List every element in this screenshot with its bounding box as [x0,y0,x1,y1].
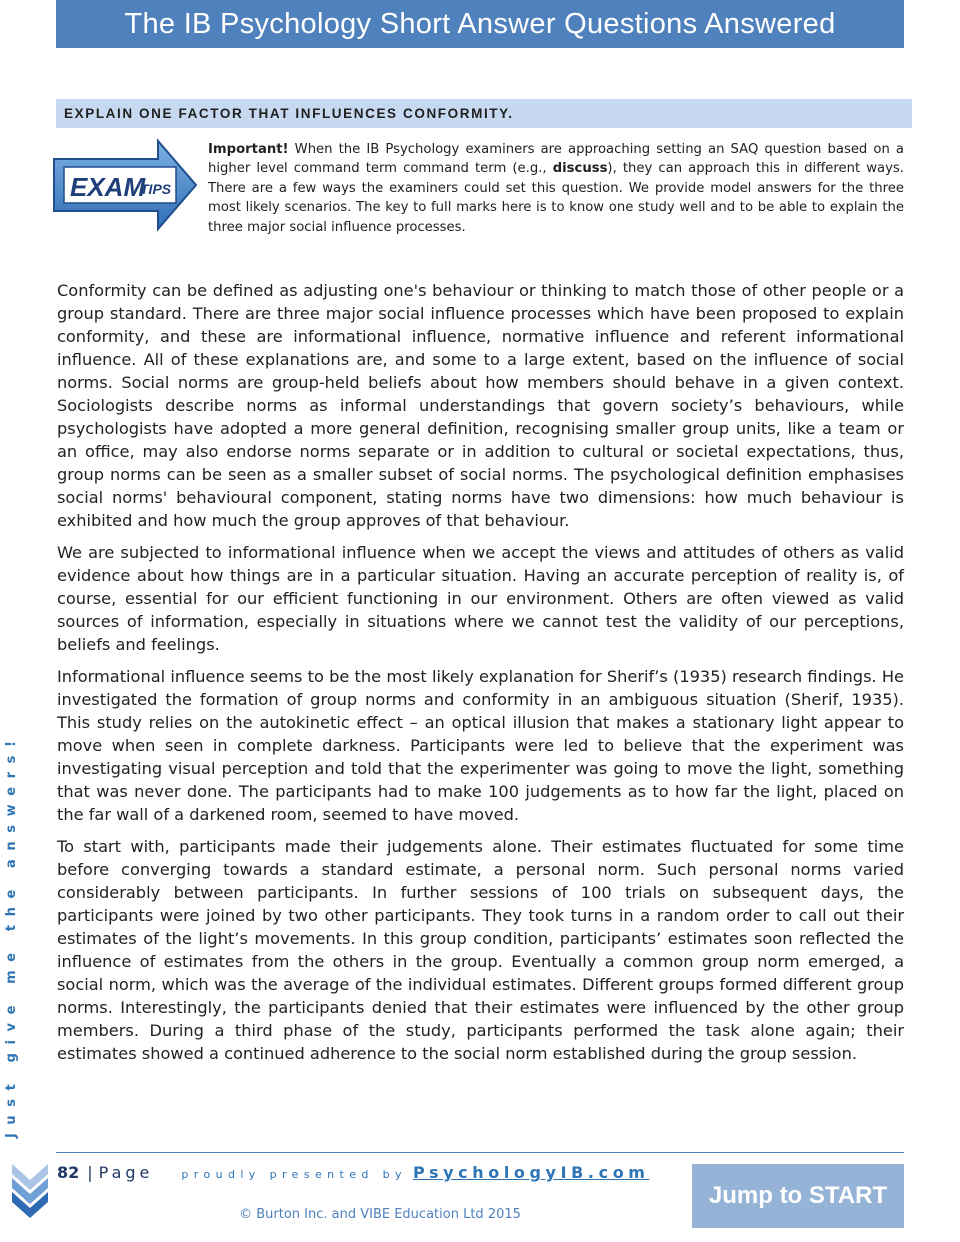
question-text: EXPLAIN ONE FACTOR THAT INFLUENCES CONFORMITY. [64,106,514,121]
page-label: Page [98,1163,154,1182]
jump-to-start-button[interactable] [692,1164,904,1228]
presented-by-text: proudly presented by [181,1168,407,1181]
page-separator: | [87,1163,93,1182]
logo-sub-text: TIPS [140,181,172,197]
exam-tip-emphasis: discuss [552,161,608,177]
exam-tips-logo [50,137,200,233]
jump-to-start-label: Jump to START [708,1182,888,1209]
exam-tip-text [208,140,904,237]
sidebar-tagline: Just give me the answers! [4,732,19,1138]
body-paragraph: Conformity can be defined as adjusting one's behaviour or thinking to match those of other people or a group standard. There are three major social influence processes which have been proposed to explain conformity, and these are informational influence, normative influence and referent informational influence. All of these explanations are, and some to a large extent, based on the influence of social norms. Social norms are group-held beliefs about how members should behave in a given context. Sociologists describe norms as informal understandings that govern society’s behaviours, while psychologists have adopted a more general definition, recognising smaller group units, like a team or an office, may also endorse norms separate or in addition to cultural or societal expectations, thus, group norms can be seen as a smaller subset of social norms. The psychological definition emphasises social norms' behavioural component, stating norms have two dimensions: how much behaviour is exhibited and how much the group approves of that behaviour. [57,281,904,530]
exam-tip-text-part-1: When the IB Psychology examiners are approaching setting an SAQ question based on a higher level command term command term (e.g., [208,142,904,177]
question-heading [56,99,912,128]
page-number: 82 [57,1163,80,1182]
answer-body [57,279,904,1074]
body-paragraph: To start with, participants made their judgements alone. Their estimates fluctuated for some time before converging towards a standard estimate, a personal norm. Such personal norms varied considerably between participants. In further sessions of 100 trials on subsequent days, the participants were joined by two other participants. They took turns in a random order to call out their estimates of the light’s movements. In this group condition, participants’ estimates soon reflected the influence of estimates from the others in the group. Eventually a common group norm emerged, a social norm, which was the average of the individual estimates. Different groups formed different group norms. Interestingly, the participants denied that their estimates were influenced by the other group members. During a third phase of the study, participants performed the task alone again; their estimates showed a continued adherence to the social norm established during the group session. [57,837,904,1063]
footer-page-line [57,1163,650,1191]
exam-tip-lead: Important! [208,142,289,157]
footer-divider [56,1152,904,1153]
logo-main-text: EXAM [70,172,146,202]
body-paragraph: We are subjected to informational influence when we accept the views and attitudes of others as valid evidence about how things are in a particular situation. Having an accurate perception of reality is, of course, essential for our efficient functioning in our environment. Others are often viewed as valid sources of information, especially in situations where we cannot test the validity of our perceptions, beliefs and feelings. [57,543,904,654]
page-header-title: The IB Psychology Short Answer Questions Answered [124,7,836,40]
site-link[interactable]: PsychologyIB.com [412,1163,650,1182]
page-header [56,0,904,48]
chevron-down-icon [8,1160,52,1222]
exam-tip-text-part-2: ), they can approach this in different ways. There are a few ways the examiners could set this question. We provide model answers for the three most likely scenarios. The key to full marks here is to know one study well and to be able to explain the three major social influence processes. [208,161,904,235]
body-paragraph: Informational influence seems to be the most likely explanation for Sherif’s (1935) research findings. He investigated the formation of group norms and conformity in an ambiguous situation (Sherif, 1935). This study relies on the autokinetic effect – an optical illusion that makes a stationary light appear to move when seen in complete darkness. Participants were led to believe that the experiment was investigating visual perception and told that the experimenter was going to move the light, something that was never done. The participants had to make 100 judgements as to how far the light, placed on the far wall of a darkened room, seemed to have moved. [57,667,904,824]
copyright-notice: © Burton Inc. and VIBE Education Ltd 2015 [239,1207,521,1222]
